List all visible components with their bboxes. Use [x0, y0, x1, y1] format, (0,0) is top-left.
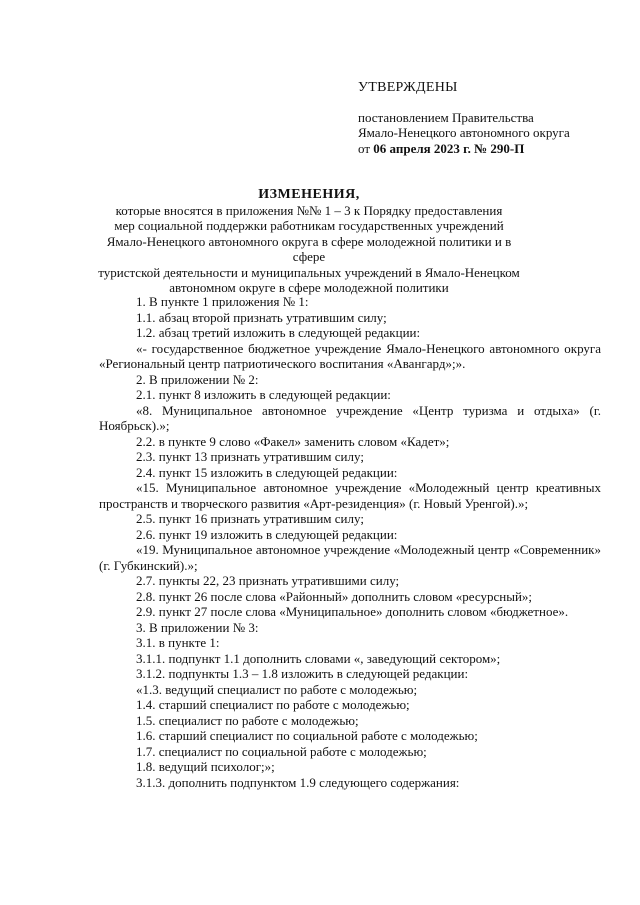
approval-line: постановлением Правительства — [358, 109, 534, 125]
paragraph: «19. Муниципальное автономное учреждение «Молодежный центр «Современник» (г. Губкинский).»; — [99, 542, 601, 573]
paragraph: «15. Муниципальное автономное учреждение «Молодежный центр креативных пространств и творческого развития «Арт-резиденция» (г. Новый Уренгой).»; — [99, 480, 601, 511]
paragraph: 1.5. специалист по работе с молодежью; — [136, 712, 359, 728]
paragraph: 3.1.3. дополнить подпунктом 1.9 следующего содержания: — [136, 774, 460, 790]
paragraph: «1.3. ведущий специалист по работе с молодежью; — [136, 681, 418, 697]
paragraph: 2.1. пункт 8 изложить в следующей редакции: — [136, 387, 391, 402]
paragraph: 1.8. ведущий психолог;»; — [136, 759, 275, 774]
paragraph: 1.4. старший специалист по работе с молодежью; — [136, 697, 410, 712]
document-subtitle-line: автономном округе в сфере молодежной политики — [169, 280, 449, 295]
paragraph: 2.4. пункт 15 изложить в следующей редакции: — [136, 464, 398, 480]
paragraph: 2.5. пункт 16 признать утратившим силу; — [136, 511, 364, 526]
paragraph: 2.6. пункт 19 изложить в следующей редакции: — [136, 526, 398, 542]
paragraph: 2.9. пункт 27 после слова «Муниципальное» дополнить словом «бюджетное». — [136, 604, 569, 619]
paragraph: 1.7. специалист по социальной работе с молодежью; — [136, 743, 427, 759]
document-subtitle-line: туристской деятельности и муниципальных учреждений в Ямало-Ненецком — [98, 264, 520, 280]
paragraph: 1.6. старший специалист по социальной работе с молодежью; — [136, 728, 478, 743]
paragraph: 2. В приложении № 2: — [136, 371, 259, 387]
document-body — [99, 294, 601, 790]
document-subtitle-line: которые вносятся в приложения №№ 1 – 3 к Порядку предоставления — [115, 202, 503, 218]
document-subtitle-line: мер социальной поддержки работникам государственных учреждений — [114, 218, 504, 233]
paragraph: 1.1. абзац второй признать утратившим силу; — [136, 309, 387, 325]
paragraph: 3.1. в пункте 1: — [136, 635, 220, 650]
approval-heading: УТВЕРЖДЕНЫ — [358, 80, 458, 95]
paragraph: 2.3. пункт 13 признать утратившим силу; — [136, 449, 364, 464]
document-title: ИЗМЕНЕНИЯ, — [258, 187, 360, 202]
date-prefix: от — [358, 140, 374, 156]
approval-line: Ямало-Ненецкого автономного округа — [358, 125, 570, 140]
paragraph: 3. В приложении № 3: — [136, 619, 259, 635]
paragraph: 3.1.2. подпункты 1.3 – 1.8 изложить в следующей редакции: — [136, 666, 469, 681]
paragraph: 2.2. в пункте 9 слово «Факел» заменить словом «Кадет»; — [136, 433, 450, 449]
decree-date-number: 06 апреля 2023 г. № 290-П — [373, 140, 525, 156]
approval-block — [358, 80, 570, 156]
document-title-block — [96, 187, 522, 296]
paragraph: 2.8. пункт 26 после слова «Районный» дополнить словом «ресурсный»; — [136, 588, 533, 604]
approval-date-line — [358, 141, 570, 157]
paragraph: 3.1.1. подпункт 1.1 дополнить словами «, заведующий сектором»; — [136, 650, 501, 666]
paragraph: 1. В пункте 1 приложения № 1: — [136, 294, 309, 309]
paragraph: 1.2. абзац третий изложить в следующей редакции: — [136, 325, 421, 340]
paragraph: 2.7. пункты 22, 23 признать утратившими силу; — [136, 573, 400, 588]
paragraph: «8. Муниципальное автономное учреждение «Центр туризма и отдыха» (г. Ноябрьск).»; — [99, 402, 601, 433]
paragraph: «- государственное бюджетное учреждение Ямало-Ненецкого автономного округа «Региональный центр патриотического воспитания «Авангард»;». — [99, 340, 601, 371]
document-subtitle-line: Ямало-Ненецкого автономного округа в сфере молодежной политики и в сфере — [106, 233, 512, 264]
